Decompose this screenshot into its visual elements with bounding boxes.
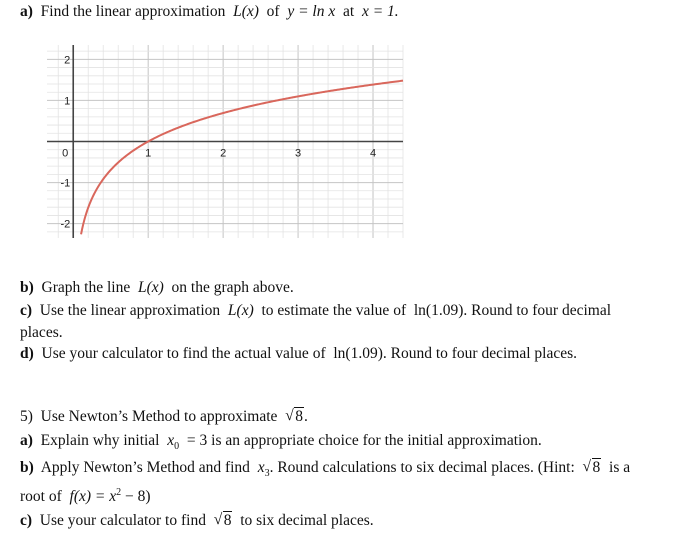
q5b-question [20, 459, 630, 483]
q5b-var: x [257, 459, 265, 476]
part-d-label: d) [20, 345, 34, 362]
y-tick-label: 2 [64, 54, 71, 67]
x-tick-label: 4 [369, 147, 377, 160]
part-b-func: L(x) [137, 279, 164, 296]
q5b-text1: Apply Newton’s Method and find [40, 459, 250, 476]
part-b-label: b) [20, 279, 34, 296]
series-ln-curve [81, 81, 403, 235]
part-a-at: at [343, 3, 355, 20]
q5b-radicand: 8 [592, 459, 601, 476]
part-a-equation: y = ln x [287, 3, 336, 20]
q5c-text1: Use your calculator to find [39, 512, 206, 529]
q5a-var: x [167, 432, 175, 449]
q5a-question [20, 432, 542, 456]
part-c-func: L(x) [227, 302, 254, 319]
part-d-text2: . Round to four decimal places. [382, 345, 578, 362]
x-tick-label: 2 [220, 147, 227, 160]
q5c-radicand: 8 [223, 512, 232, 529]
q5b-text2: . Round calculations to six decimal places. (Hint: [269, 459, 575, 476]
q5-radicand: 8 [295, 408, 303, 425]
q5a-sub: 0 [174, 441, 180, 453]
part-a-of: of [266, 3, 280, 20]
q5b-text4: root of [20, 488, 62, 506]
part-c-text2: to estimate the value of [261, 302, 407, 319]
part-a-text: Find the linear approximation [40, 3, 226, 20]
q5-text: Use Newton’s Method to approximate [40, 408, 278, 425]
part-d-value: ln(1.09) [333, 345, 383, 362]
q5-end: . [303, 408, 308, 425]
q5b-text3: is a [609, 459, 631, 476]
part-c-value: ln(1.09) [413, 302, 464, 319]
q5b-question-cont [20, 484, 151, 506]
part-d-text1: Use your calculator to find the actual value of [41, 345, 326, 362]
q5b-exp: 2 [116, 487, 122, 498]
part-b-text2: on the graph above. [171, 279, 294, 296]
part-b-question [20, 279, 294, 297]
x-tick-label: 1 [145, 147, 152, 160]
graph [0, 0, 700, 265]
q5c-text2: to six decimal places. [240, 512, 374, 529]
part-a-func: L(x) [233, 3, 259, 20]
part-a-label: a) [20, 3, 33, 20]
q5a-label: a) [20, 432, 33, 449]
sqrt-8-calc [214, 512, 233, 530]
q5-heading [20, 408, 308, 426]
q5a-text2: = 3 is an appropriate choice for the initial approximation. [186, 432, 542, 449]
part-a-point: x = 1. [361, 3, 399, 20]
q5a-text1: Explain why initial [40, 432, 160, 449]
part-c-question-cont [20, 324, 63, 342]
origin-label: 0 [62, 147, 69, 160]
part-c-text3: . Round to four decimal [463, 302, 612, 319]
q5c-label: c) [20, 512, 33, 529]
part-c-question [20, 302, 611, 320]
sqrt-8-hint [583, 459, 602, 477]
x-tick-label: 3 [295, 147, 302, 160]
part-d-question [20, 345, 577, 363]
y-tick-label: -1 [60, 177, 71, 190]
q5-label: 5) [20, 408, 33, 425]
y-tick-label: -2 [60, 218, 71, 231]
part-c-text4: places. [20, 324, 63, 341]
part-c-text1: Use the linear approximation [39, 302, 221, 319]
q5c-question [20, 512, 374, 530]
q5b-sub: 3 [264, 468, 270, 480]
sqrt-8 [285, 408, 304, 426]
part-c-label: c) [20, 302, 33, 319]
y-tick-label: 1 [64, 95, 71, 108]
part-b-text1: Graph the line [41, 279, 131, 296]
q5b-label: b) [20, 459, 34, 476]
ln-graph-svg [0, 0, 700, 260]
q5b-text5: − 8) [125, 488, 151, 506]
q5b-func: f(x) = x [69, 488, 117, 506]
